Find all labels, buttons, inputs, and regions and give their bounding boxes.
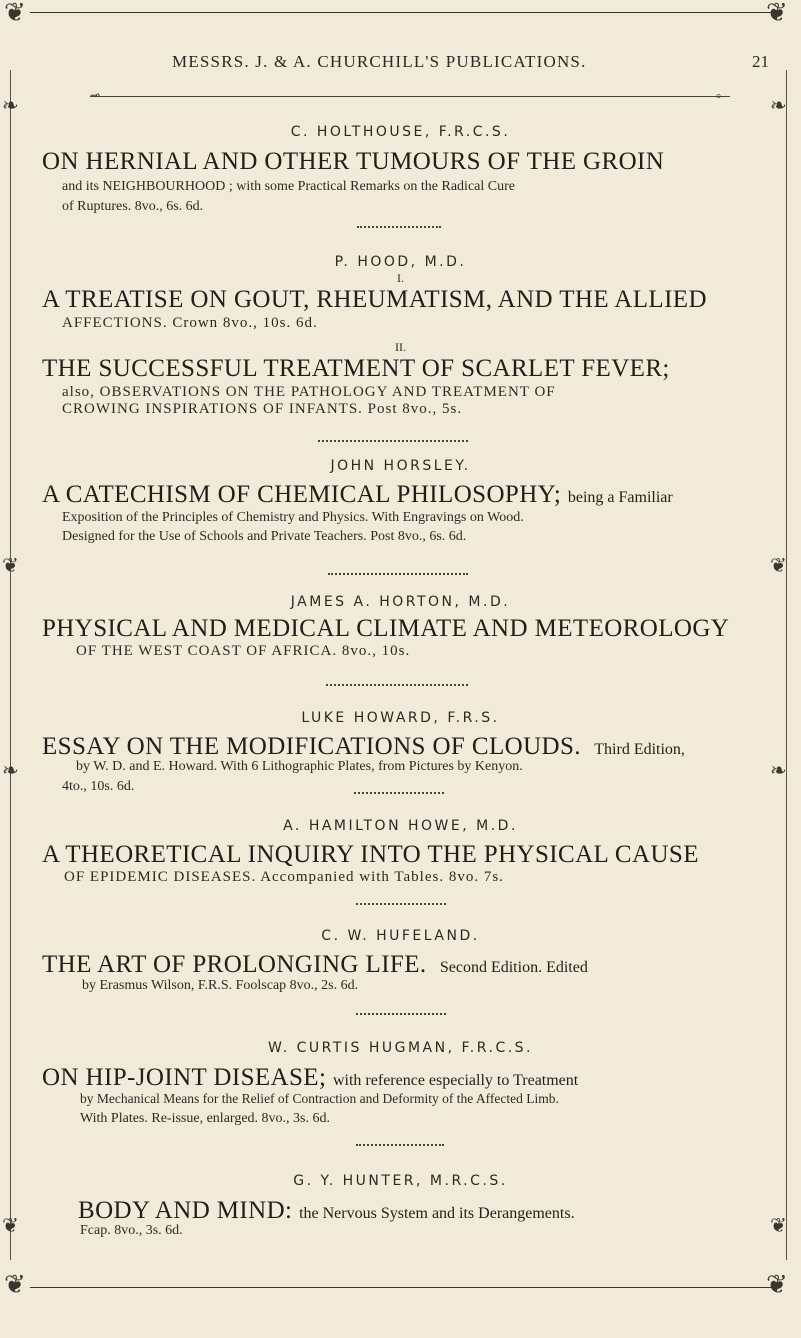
book-title-main: A CATECHISM OF CHEMICAL PHILOSOPHY; <box>42 481 562 508</box>
author-name: G. Y. HUNTER, M.R.C.S. <box>293 1173 508 1189</box>
book-title-tail: being a Familiar <box>567 489 673 506</box>
book-description: by W. D. and E. Howard. With 6 Lithographic Plates, from Pictures by Kenyon. <box>76 759 523 774</box>
side-ornament-icon: ❧ <box>770 93 787 117</box>
author-name: JOHN HORSLEY. <box>330 458 471 474</box>
author-name: C. W. HUFELAND. <box>321 928 480 944</box>
side-ornament-icon: ❧ <box>2 758 19 782</box>
section-divider <box>354 792 444 794</box>
section-divider <box>356 903 446 905</box>
book-title <box>42 952 772 977</box>
book-title: A TREATISE ON GOUT, RHEUMATISM, AND THE ALLIED <box>42 286 707 313</box>
book-title <box>42 482 772 507</box>
book-description: by Erasmus Wilson, F.R.S. Foolscap 8vo., 2s. 6d. <box>82 978 359 993</box>
rule-ornament-icon: ⟜ <box>716 88 726 102</box>
side-ornament-icon: ❧ <box>2 93 19 117</box>
rule-ornament-icon: ⊸ <box>90 88 101 102</box>
book-title: PHYSICAL AND MEDICAL CLIMATE AND METEOROLOGY <box>42 615 730 642</box>
frame-right-rule <box>786 70 787 1260</box>
section-divider <box>318 440 468 442</box>
author-name: P. HOOD, M.D. <box>334 254 467 270</box>
page-number: 21 <box>752 52 769 71</box>
side-ornament-icon: ❦ <box>770 1213 787 1237</box>
side-ornament-icon: ❦ <box>770 553 787 577</box>
book-description: CROWING INSPIRATIONS OF INFANTS. Post 8vo., 5s. <box>62 401 463 417</box>
section-divider <box>328 573 468 575</box>
frame-bottom-rule <box>30 1287 771 1288</box>
book-title-tail: Second Edition. Edited <box>439 959 588 976</box>
author-name: W. CURTIS HUGMAN, F.R.C.S. <box>267 1040 534 1056</box>
author-name: C. HOLTHOUSE, F.R.C.S. <box>290 124 511 140</box>
work-numeral: II. <box>395 340 406 354</box>
side-ornament-icon: ❦ <box>2 553 19 577</box>
section-divider <box>326 684 468 686</box>
work-numeral: I. <box>397 271 404 285</box>
book-title-main: ON HIP-JOINT DISEASE; <box>42 1064 327 1091</box>
corner-ornament-icon: ❦ <box>766 0 788 28</box>
author-name: LUKE HOWARD, F.R.S. <box>301 710 500 726</box>
book-description: by Mechanical Means for the Relief of Contraction and Deformity of the Affected Limb. <box>80 1091 559 1106</box>
corner-ornament-icon: ❦ <box>4 1270 26 1300</box>
running-head: MESSRS. J. & A. CHURCHILL'S PUBLICATIONS. <box>172 52 587 71</box>
book-title-main: THE ART OF PROLONGING LIFE. <box>42 951 427 978</box>
corner-ornament-icon: ❦ <box>766 1270 788 1300</box>
book-title-main: ESSAY ON THE MODIFICATIONS OF CLOUDS. <box>42 733 581 760</box>
book-description: OF THE WEST COAST OF AFRICA. 8vo., 10s. <box>76 643 411 659</box>
header-rule <box>90 96 730 97</box>
book-title <box>42 1065 772 1090</box>
book-title: A THEORETICAL INQUIRY INTO THE PHYSICAL CAUSE <box>42 841 699 868</box>
book-title: ON HERNIAL AND OTHER TUMOURS OF THE GROIN <box>42 148 665 175</box>
book-description: Fcap. 8vo., 3s. 6d. <box>80 1223 183 1238</box>
corner-ornament-icon: ❦ <box>4 0 26 28</box>
book-title-main: BODY AND MIND: <box>78 1197 293 1224</box>
book-description: With Plates. Re-issue, enlarged. 8vo., 3s. 6d. <box>80 1111 330 1126</box>
section-divider <box>357 226 441 228</box>
book-title: THE SUCCESSFUL TREATMENT OF SCARLET FEVER; <box>42 355 670 382</box>
book-description: also, OBSERVATIONS ON THE PATHOLOGY AND TREATMENT OF <box>62 384 556 400</box>
book-description: Exposition of the Principles of Chemistry and Physics. With Engravings on Wood. <box>62 510 524 525</box>
frame-top-rule <box>30 12 771 13</box>
book-description: and its NEIGHBOURHOOD ; with some Practical Remarks on the Radical Cure <box>62 179 515 194</box>
section-divider <box>356 1013 446 1015</box>
book-title-tail: with reference especially to Treatment <box>332 1072 579 1089</box>
side-ornament-icon: ❧ <box>770 758 787 782</box>
author-name: A. HAMILTON HOWE, M.D. <box>283 818 518 834</box>
book-title-tail: Third Edition, <box>594 741 685 758</box>
book-title <box>78 1198 801 1223</box>
book-description: of Ruptures. 8vo., 6s. 6d. <box>62 199 204 214</box>
book-description: 4to., 10s. 6d. <box>62 779 135 794</box>
frame-left-rule <box>10 70 11 1260</box>
side-ornament-icon: ❦ <box>2 1213 19 1237</box>
book-description: OF EPIDEMIC DISEASES. Accompanied with Tables. 8vo. 7s. <box>64 869 504 885</box>
book-title-tail: the Nervous System and its Derangements. <box>299 1205 575 1222</box>
section-divider <box>356 1144 444 1146</box>
book-title <box>42 734 772 759</box>
book-description: Designed for the Use of Schools and Private Teachers. Post 8vo., 6s. 6d. <box>62 529 467 544</box>
book-description: AFFECTIONS. Crown 8vo., 10s. 6d. <box>62 315 318 331</box>
author-name: JAMES A. HORTON, M.D. <box>290 594 511 610</box>
